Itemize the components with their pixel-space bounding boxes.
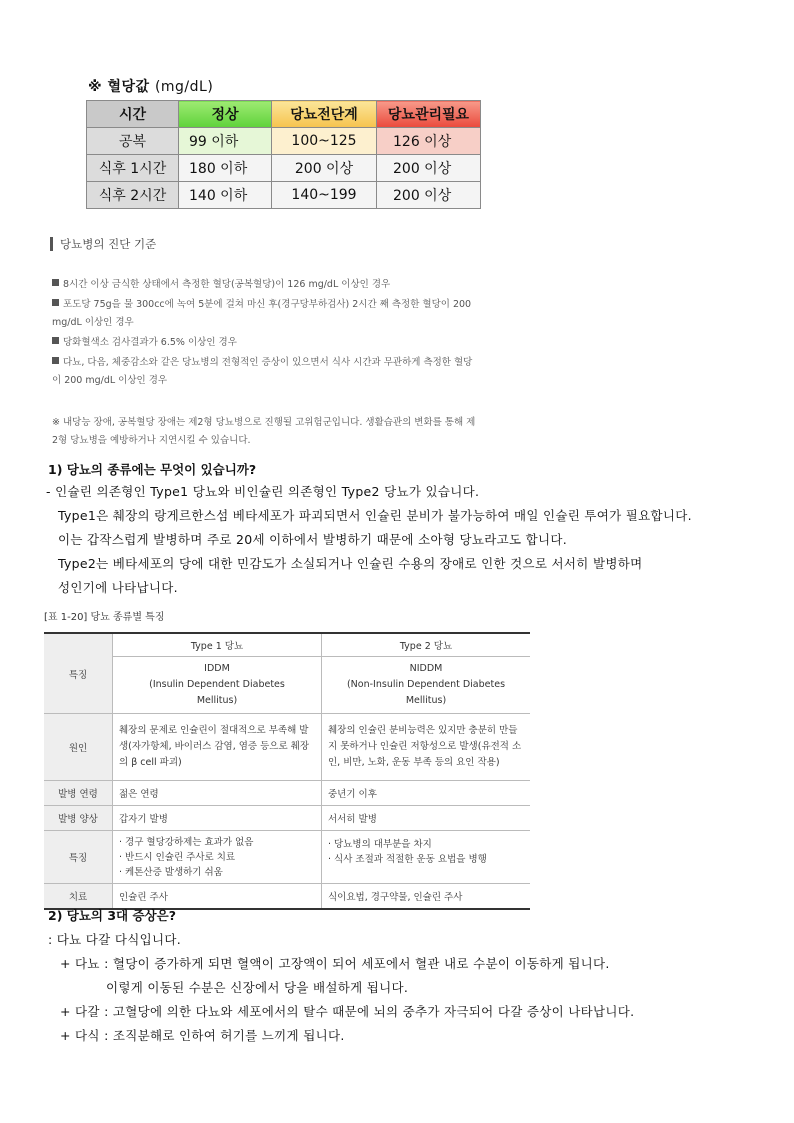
q2-line: 이렇게 이동된 수분은 신장에서 당을 배설하게 됩니다. xyxy=(106,980,409,995)
glucose-header-row xyxy=(87,101,481,128)
criteria-item-continued: mg/dL 이상인 경우 xyxy=(52,317,134,328)
type2-cell: 식이요법, 경구약물, 인슐린 주사 xyxy=(322,884,531,910)
glucose-cell: 200 이상 xyxy=(377,155,481,182)
type-table-row-label: 발병 연령 xyxy=(44,781,113,806)
criteria-item-text: 다뇨, 다음, 체중감소와 같은 당뇨병의 전형적인 증상이 있으면서 식사 시간과 무관하게 측정한 혈당 xyxy=(63,357,473,368)
criteria-item xyxy=(52,334,522,352)
criteria-item-text: 8시간 이상 금식한 상태에서 측정한 혈당(공복혈당)이 126 mg/dL 이상인 경우 xyxy=(63,279,391,290)
glucose-cell: 126 이상 xyxy=(377,128,481,155)
type-table-row xyxy=(44,831,530,884)
type1-cell: 젊은 연령 xyxy=(113,781,322,806)
glucose-cell: 200 이상 xyxy=(377,182,481,209)
glucose-cell: 140~199 xyxy=(272,182,377,209)
glucose-header-diabetes: 당뇨관리필요 xyxy=(377,101,481,128)
q2-line: : 다뇨 다갈 다식입니다. xyxy=(48,932,181,947)
type2-header: Type 2 당뇨 xyxy=(322,633,531,657)
type1-header: Type 1 당뇨 xyxy=(113,633,322,657)
type2-cell: 중년기 이후 xyxy=(322,781,531,806)
type-table-sub-row xyxy=(44,657,530,714)
type-table-head-row xyxy=(44,633,530,657)
q1-line: - 인슐린 의존형인 Type1 당뇨와 비인슐린 의존형인 Type2 당뇨가 있습니다. xyxy=(46,484,480,499)
glucose-unit: (mg/dL) xyxy=(154,79,214,95)
diabetes-type-table xyxy=(44,632,530,910)
q2-line: + 다식 : 조직분해로 인하여 허기를 느끼게 됩니다. xyxy=(60,1028,345,1043)
glucose-row xyxy=(87,155,481,182)
type-table-row xyxy=(44,806,530,831)
criteria-note: 2형 당뇨병을 예방하거나 지연시킬 수 있습니다. xyxy=(52,435,251,446)
question-2-title: 2) 당뇨의 3대 증상은? xyxy=(48,908,176,923)
type2-sub: NIDDM (Non-Insulin Dependent Diabetes Mellitus) xyxy=(322,657,531,714)
type2-cell: · 당뇨병의 대부분을 차지 · 식사 조절과 적절한 운동 요법을 병행 xyxy=(322,831,531,884)
criteria-item-text: 당화혈색소 검사결과가 6.5% 이상인 경우 xyxy=(63,337,237,348)
glucose-header-normal: 정상 xyxy=(179,101,272,128)
criteria-item-text: 포도당 75g을 물 300cc에 녹여 5분에 걸쳐 마신 후(경구당부하검사) 2시간 째 측정한 혈당이 200 xyxy=(63,299,472,310)
q2-line: + 다갈 : 고혈당에 의한 다뇨와 세포에서의 탈수 때문에 뇌의 중추가 자극되어 다갈 증상이 나타납니다. xyxy=(60,1004,635,1019)
type1-cell: · 경구 혈당강하제는 효과가 없음 · 반드시 인슐린 주사로 치료 · 케톤산증 발생하기 쉬움 xyxy=(113,831,322,884)
glucose-header-prediabetes: 당뇨전단계 xyxy=(272,101,377,128)
type2-cell: 서서히 발병 xyxy=(322,806,531,831)
glucose-header-time: 시간 xyxy=(87,101,179,128)
criteria-item xyxy=(52,276,522,294)
type-table-row xyxy=(44,714,530,781)
type1-cell: 췌장의 문제로 인슐린이 절대적으로 부족해 발생(자가항체, 바이러스 감염, 염증 등으로 췌장의 β cell 파괴) xyxy=(113,714,322,781)
criteria-heading: 당뇨병의 진단 기준 xyxy=(60,237,157,251)
q2-line: + 다뇨 : 혈당이 증가하게 되면 혈액이 고장액이 되어 세포에서 혈관 내로 수분이 이동하게 됩니다. xyxy=(60,956,610,971)
type-table-caption: [표 1-20] 당뇨 종류별 특징 xyxy=(44,612,165,623)
question-1-title: 1) 당뇨의 종류에는 무엇이 있습니까? xyxy=(48,462,257,477)
q1-line: Type2는 베타세포의 당에 대한 민감도가 소실되거나 인슐린 수용의 장애로 인한 것으로 서서히 발병하며 xyxy=(58,556,643,571)
type-table-feature-label: 특징 xyxy=(44,633,113,714)
criteria-item-continued: 이 200 mg/dL 이상인 경우 xyxy=(52,375,168,386)
glucose-cell: 99 이하 xyxy=(179,128,272,155)
type-table-row-label: 치료 xyxy=(44,884,113,910)
type-table-row xyxy=(44,781,530,806)
glucose-cell: 공복 xyxy=(87,128,179,155)
criteria-note: ※ 내당능 장애, 공복혈당 장애는 제2형 당뇨병으로 진행될 고위험군입니다. 생활습관의 변화를 통해 제 xyxy=(52,417,476,428)
criteria-item xyxy=(52,354,522,372)
glucose-cell: 100~125 xyxy=(272,128,377,155)
q1-line: Type1은 췌장의 랑게르한스섬 베타세포가 파괴되면서 인슐린 분비가 불가능하여 매일 인슐린 투여가 필요합니다. xyxy=(58,508,692,523)
glucose-cell: 180 이하 xyxy=(179,155,272,182)
type1-cell: 인슐린 주사 xyxy=(113,884,322,910)
type-table-row-label: 발병 양상 xyxy=(44,806,113,831)
type1-cell: 갑자기 발병 xyxy=(113,806,322,831)
glucose-cell: 200 이상 xyxy=(272,155,377,182)
glucose-row xyxy=(87,182,481,209)
type-table-row-label: 원인 xyxy=(44,714,113,781)
type1-sub: IDDM (Insulin Dependent Diabetes Mellitus) xyxy=(113,657,322,714)
q1-line: 성인기에 나타납니다. xyxy=(58,580,178,595)
type2-cell: 췌장의 인슐린 분비능력은 있지만 충분히 만들지 못하거나 인슐린 저항성으로 발생(유전적 소인, 비만, 노화, 운동 부족 등의 요인 작용) xyxy=(322,714,531,781)
square-bullet-icon xyxy=(52,279,59,286)
glucose-table xyxy=(86,100,481,209)
glucose-title xyxy=(88,76,213,96)
glucose-cell: 식후 1시간 xyxy=(87,155,179,182)
glucose-cell: 식후 2시간 xyxy=(87,182,179,209)
glucose-cell: 140 이하 xyxy=(179,182,272,209)
square-bullet-icon xyxy=(52,299,59,306)
q1-line: 이는 갑작스럽게 발병하며 주로 20세 이하에서 발병하기 때문에 소아형 당뇨라고도 합니다. xyxy=(58,532,568,547)
square-bullet-icon xyxy=(52,357,59,364)
criteria-heading-bar xyxy=(50,237,53,251)
glucose-title-text: ※ 혈당값 xyxy=(88,79,150,95)
criteria-item xyxy=(52,296,522,314)
square-bullet-icon xyxy=(52,337,59,344)
type-table-row-label: 특징 xyxy=(44,831,113,884)
glucose-row xyxy=(87,128,481,155)
